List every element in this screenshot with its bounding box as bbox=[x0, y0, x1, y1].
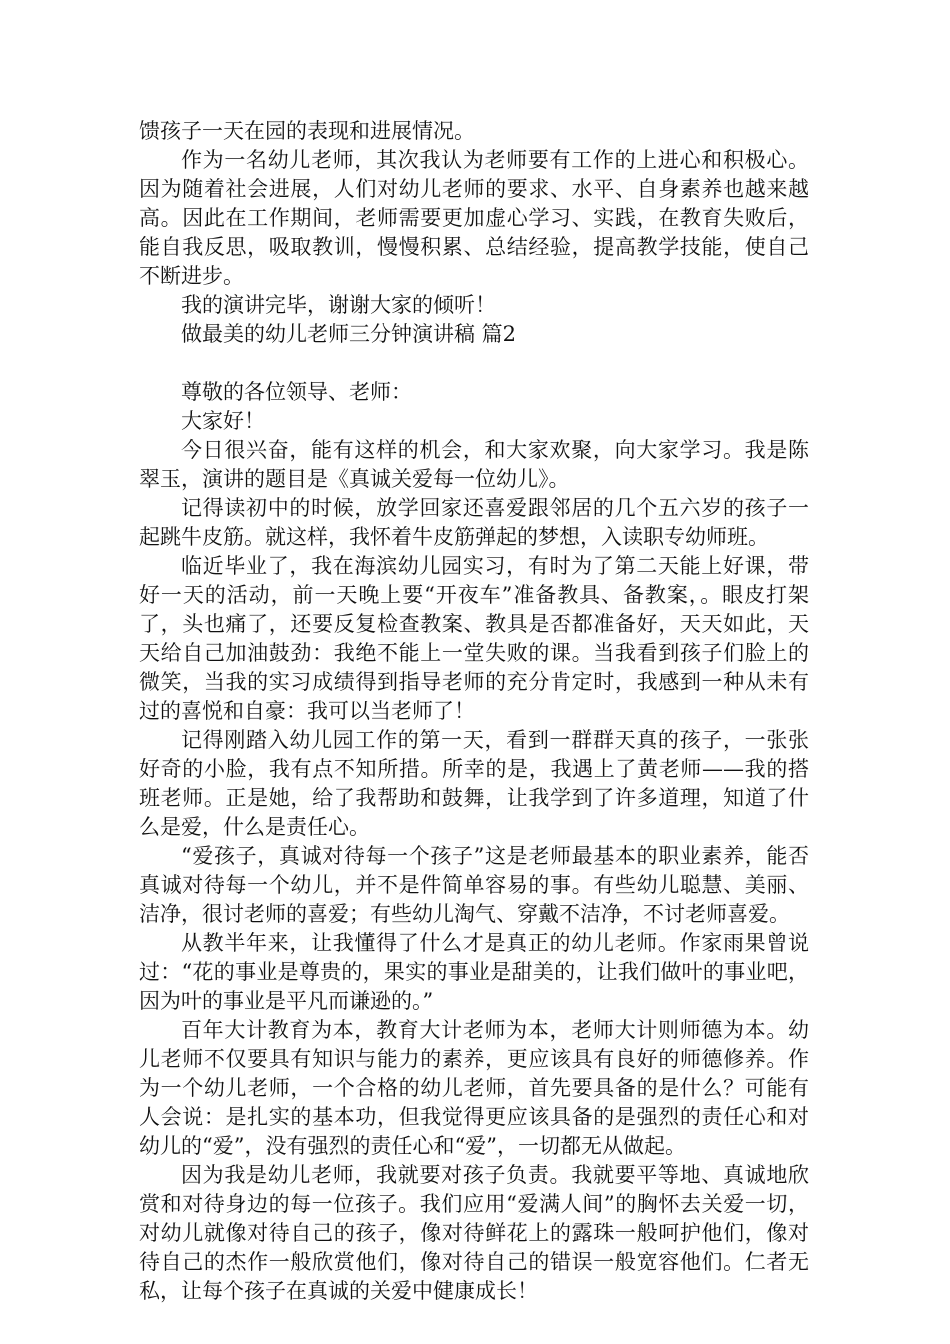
paragraph: 大家好！ bbox=[181, 409, 265, 433]
paragraph: 临近毕业了，我在海滨幼儿园实习，有时为了第二天能上好课，带好一天的活动，前一天晚上要“开夜车”准备教具、备教案，。眼皮打架了，头也痛了，还要反复检查教案、教具是否都准备好，天天如此，天天给自己加油鼓劲：我绝不能上一堂失败的课。当我看到孩子们脸上的微笑，当我的实习成绩得到指导老师的充分肯定时，我感到一种从未有过的喜悦和自豪：我可以当老师了！ bbox=[139, 554, 809, 723]
paragraph: 因为我是幼儿老师，我就要对孩子负责。我就要平等地、真诚地欣赏和对待身边的每一位孩子。我们应用“爱满人间”的胸怀去关爱一切，对幼儿就像对待自己的孩子，像对待鲜花上的露珠一般呵护他们，像对待自己的杰作一般欣赏他们，像对待自己的错误一般宽容他们。仁者无私，让每个孩子在真诚的关爱中健康成长！ bbox=[139, 1163, 809, 1303]
paragraph: 今日很兴奋，能有这样的机会，和大家欢聚，向大家学习。我是陈翠玉，演讲的题目是《真诚关爱每一位幼儿》。 bbox=[139, 438, 809, 491]
paragraph: 记得刚踏入幼儿园工作的第一天，看到一群群天真的孩子，一张张好奇的小脸，我有点不知所措。所幸的是，我遇上了黄老师——我的搭班老师。正是她，给了我帮助和鼓舞，让我学到了许多道理，知道了什么是爱，什么是责任心。 bbox=[139, 728, 809, 839]
speech-part-2 bbox=[139, 378, 809, 1306]
document-body bbox=[139, 117, 809, 1306]
paragraph: 尊敬的各位领导、老师： bbox=[181, 380, 412, 404]
paragraph: 作为一名幼儿老师，其次我认为老师要有工作的上进心和积极心。因为随着社会进展，人们对幼儿老师的要求、水平、自身素养也越来越高。因此在工作期间，老师需要更加虚心学习、实践，在教育失败后，能自我反思，吸取教训，慢慢积累、总结经验，提高教学技能，使自己不断进步。 bbox=[139, 148, 809, 288]
paragraph: 百年大计教育为本，教育大计老师为本，老师大计则师德为本。幼儿老师不仅要具有知识与能力的素养，更应该具有良好的师德修养。作为一个幼儿老师，一个合格的幼儿老师，首先要具备的是什么？可能有人会说：是扎实的基本功，但我觉得更应该具备的是强烈的责任心和对幼儿的“爱”，没有强烈的责任心和“爱”，一切都无从做起。 bbox=[139, 1018, 809, 1158]
paragraph: 馈孩子一天在园的表现和进展情况。 bbox=[139, 119, 475, 143]
paragraph: 从教半年来，让我懂得了什么才是真正的幼儿老师。作家雨果曾说过：“花的事业是尊贵的，果实的事业是甜美的，让我们做叶的事业吧，因为叶的事业是平凡而谦逊的。” bbox=[139, 931, 809, 1013]
paragraph: 我的演讲完毕，谢谢大家的倾听！ bbox=[181, 293, 496, 317]
section-heading: 做最美的幼儿老师三分钟演讲稿 篇2 bbox=[181, 322, 517, 346]
paragraph: 记得读初中的时候，放学回家还喜爱跟邻居的几个五六岁的孩子一起跳牛皮筋。就这样，我怀着牛皮筋弹起的梦想，入读职专幼师班。 bbox=[139, 496, 809, 549]
speech-part-1 bbox=[139, 117, 809, 320]
paragraph: “爱孩子，真诚对待每一个孩子”这是老师最基本的职业素养，能否真诚对待每一个幼儿，并不是件简单容易的事。有些幼儿聪慧、美丽、洁净，很讨老师的喜爱；有些幼儿淘气、穿戴不洁净，不讨老师喜爱。 bbox=[139, 844, 809, 926]
blank-line bbox=[139, 349, 809, 378]
